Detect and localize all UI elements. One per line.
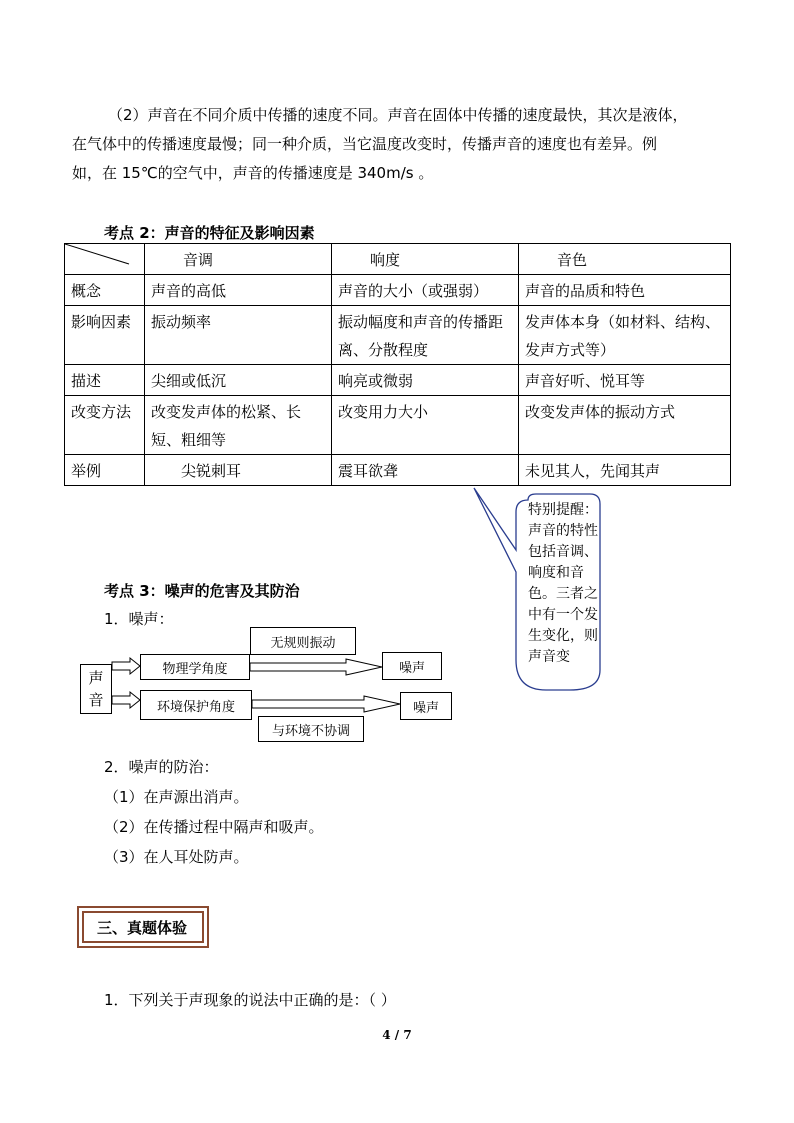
question-1: 1．下列关于声现象的说法中正确的是：（ ） — [104, 991, 396, 1009]
table-cell: 改变发声体的振动方式 — [519, 396, 731, 455]
diagram-arrows — [110, 650, 410, 730]
table-cell: 响亮或微弱 — [332, 365, 519, 396]
header-pitch: 音调 — [145, 244, 332, 275]
row-label: 影响因素 — [65, 306, 145, 365]
row-label: 概念 — [65, 275, 145, 306]
table-cell: 未见其人，先闻其声 — [519, 455, 731, 486]
section3-heading: 考点 3：噪声的危害及其防治 — [104, 582, 300, 600]
diagonal-line — [65, 244, 145, 274]
table-cell: 尖锐刺耳 — [145, 455, 332, 486]
table-cell: 震耳欲聋 — [332, 455, 519, 486]
table-cell: 声音的高低 — [145, 275, 332, 306]
callout-text: 特别提醒：声音的特性包括音调、响度和音色。三者之中有一个发生变化，则声音变 — [528, 502, 598, 665]
header-timbre: 音色 — [519, 244, 731, 275]
noise-item-1: 1．噪声： — [104, 610, 174, 628]
section-title-box — [77, 906, 209, 948]
section2-heading: 考点 2：声音的特征及影响因素 — [104, 224, 315, 242]
sound-characteristics-table — [64, 243, 731, 486]
table-header-row — [65, 244, 731, 275]
table-cell: 声音好听、悦耳等 — [519, 365, 731, 396]
physics-box: 物理学角度 — [140, 654, 250, 680]
intro-paragraph — [72, 101, 732, 188]
source-box — [80, 664, 112, 714]
table-cell: 改变用力大小 — [332, 396, 519, 455]
row-label: 举例 — [65, 455, 145, 486]
discord-box: 与环境不协调 — [258, 716, 364, 742]
table-cell: 振动频率 — [145, 306, 332, 365]
table-cell: 尖细或低沉 — [145, 365, 332, 396]
list-item: （1）在声源出消声。 — [104, 788, 249, 806]
table-cell: 声音的大小（或强弱） — [332, 275, 519, 306]
table-row — [65, 365, 731, 396]
noise-box-2: 噪声 — [400, 692, 452, 720]
intro-line-3: 如，在 15℃的空气中，声音的传播速度是 340m/s 。 — [72, 164, 434, 182]
table-row — [65, 306, 731, 365]
header-loudness: 响度 — [332, 244, 519, 275]
environment-box: 环境保护角度 — [140, 690, 252, 720]
table-row — [65, 455, 731, 486]
noise-box-1: 噪声 — [382, 652, 442, 680]
intro-line-2: 在气体中的传播速度最慢；同一种介质，当它温度改变时，传播声音的速度也有差异。例 — [72, 135, 658, 153]
source-label: 声音 — [88, 669, 104, 709]
row-label: 描述 — [65, 365, 145, 396]
table-cell: 发声体本身（如材料、结构、发声方式等） — [519, 306, 731, 365]
table-cell: 振动幅度和声音的传播距离、分散程度 — [332, 306, 519, 365]
table-cell: 改变发声体的松紧、长短、粗细等 — [145, 396, 332, 455]
row-label: 改变方法 — [65, 396, 145, 455]
irregular-vibration-box: 无规则振动 — [250, 627, 356, 655]
list-item: （2）在传播过程中隔声和吸声。 — [104, 818, 324, 836]
noise-item-2: 2．噪声的防治： — [104, 758, 219, 776]
table-cell: 声音的品质和特色 — [519, 275, 731, 306]
table-row — [65, 275, 731, 306]
intro-line-1: （2）声音在不同介质中传播的速度不同。声音在固体中传播的速度最快，其次是液体， — [108, 106, 688, 124]
list-item: （3）在人耳处防声。 — [104, 848, 249, 866]
page-number: 4 / 7 — [382, 1028, 412, 1042]
prevention-list — [104, 782, 324, 872]
section-title: 三、真题体验 — [97, 918, 188, 937]
table-row — [65, 396, 731, 455]
diagonal-header-cell — [65, 244, 145, 275]
